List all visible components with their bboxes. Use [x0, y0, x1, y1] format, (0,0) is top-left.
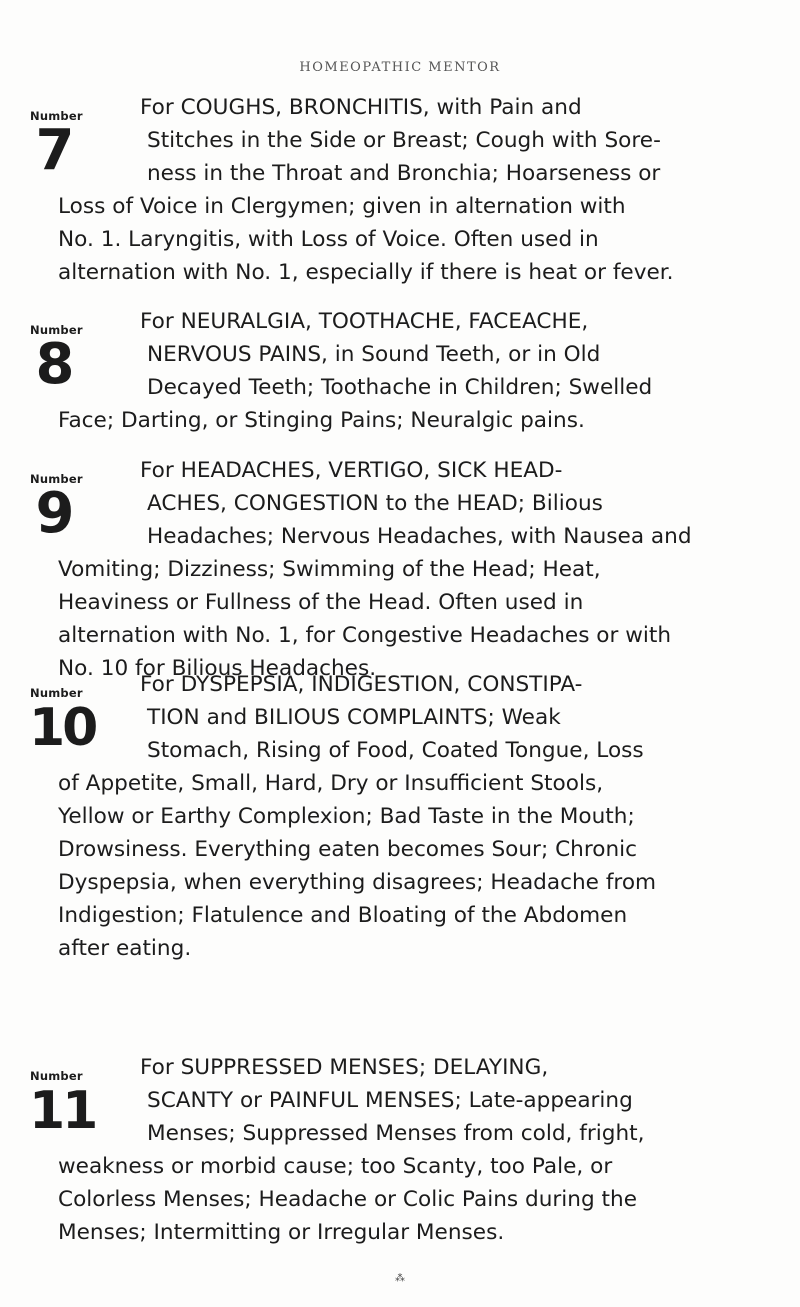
text-line: ness in the Throat and Bronchia; Hoarseness or — [147, 161, 661, 186]
text-line: Indigestion; Flatulence and Bloating of the Abdomen — [58, 903, 628, 928]
text-line: Menses; Intermitting or Irregular Menses. — [58, 1220, 505, 1245]
text-line: Menses; Suppressed Menses from cold, fright, — [147, 1121, 645, 1146]
text-line: NERVOUS PAINS, in Sound Teeth, or in Old — [147, 342, 601, 367]
text-line: No. 10 for Bilious Headaches. — [58, 656, 377, 681]
remedy-number: 7 — [35, 118, 75, 183]
remedy-entry-11 — [29, 1051, 748, 1249]
entry-text — [58, 1051, 748, 1249]
ornament-icon: ⁂ — [395, 1273, 405, 1284]
text-line: For SUPPRESSED MENSES; DELAYING, — [140, 1055, 549, 1080]
remedy-entry-7 — [30, 91, 748, 289]
text-line: Drowsiness. Everything eaten becomes Sour; Chronic — [58, 837, 638, 862]
remedy-entry-9 — [30, 454, 748, 685]
text-line: Stomach, Rising of Food, Coated Tongue, Loss — [147, 738, 644, 763]
remedy-number: 10 — [29, 698, 96, 758]
text-line: Face; Darting, or Stinging Pains; Neuralgic pains. — [58, 408, 585, 433]
running-head: HOMEOPATHIC MENTOR — [299, 60, 501, 75]
text-line: SCANTY or PAINFUL MENSES; Late-appearing — [147, 1088, 633, 1113]
remedy-number: 11 — [29, 1081, 96, 1141]
text-line: after eating. — [58, 936, 192, 961]
number-label: Number — [30, 472, 83, 486]
remedy-number: 9 — [35, 481, 75, 546]
number-label: Number — [30, 109, 83, 123]
entry-text — [58, 91, 748, 289]
entry-text — [58, 454, 748, 685]
remedy-entry-10 — [29, 668, 748, 965]
entry-text — [58, 668, 748, 965]
text-line: For HEADACHES, VERTIGO, SICK HEAD- — [140, 458, 563, 483]
number-label: Number — [30, 686, 83, 700]
text-line: Headaches; Nervous Headaches, with Nausea and — [147, 524, 692, 549]
text-line: weakness or morbid cause; too Scanty, too Pale, or — [58, 1154, 613, 1179]
text-line: For DYSPEPSIA, INDIGESTION, CONSTIPA- — [140, 672, 583, 697]
text-line: Stitches in the Side or Breast; Cough with Sore- — [147, 128, 661, 153]
number-label: Number — [30, 1069, 83, 1083]
text-line: alternation with No. 1, especially if there is heat or fever. — [58, 260, 674, 285]
text-line: Vomiting; Dizziness; Swimming of the Head; Heat, — [58, 557, 601, 582]
text-line: Colorless Menses; Headache or Colic Pains during the — [58, 1187, 637, 1212]
text-line: Loss of Voice in Clergymen; given in alternation with — [58, 194, 626, 219]
text-line: For COUGHS, BRONCHITIS, with Pain and — [140, 95, 582, 120]
text-line: Heaviness or Fullness of the Head. Often used in — [58, 590, 584, 615]
text-line: alternation with No. 1, for Congestive Headaches or with — [58, 623, 672, 648]
text-line: TION and BILIOUS COMPLAINTS; Weak — [147, 705, 561, 730]
text-line: Decayed Teeth; Toothache in Children; Swelled — [147, 375, 653, 400]
text-line: No. 1. Laryngitis, with Loss of Voice. Often used in — [58, 227, 599, 252]
text-line: For NEURALGIA, TOOTHACHE, FACEACHE, — [140, 309, 589, 334]
number-label: Number — [30, 323, 83, 337]
text-line: ACHES, CONGESTION to the HEAD; Bilious — [147, 491, 603, 516]
text-line: Yellow or Earthy Complexion; Bad Taste in the Mouth; — [58, 804, 635, 829]
text-line: Dyspepsia, when everything disagrees; Headache from — [58, 870, 657, 895]
remedy-number: 8 — [35, 332, 75, 397]
remedy-entry-8 — [30, 305, 748, 437]
entry-text — [58, 305, 748, 437]
text-line: of Appetite, Small, Hard, Dry or Insufficient Stools, — [58, 771, 604, 796]
